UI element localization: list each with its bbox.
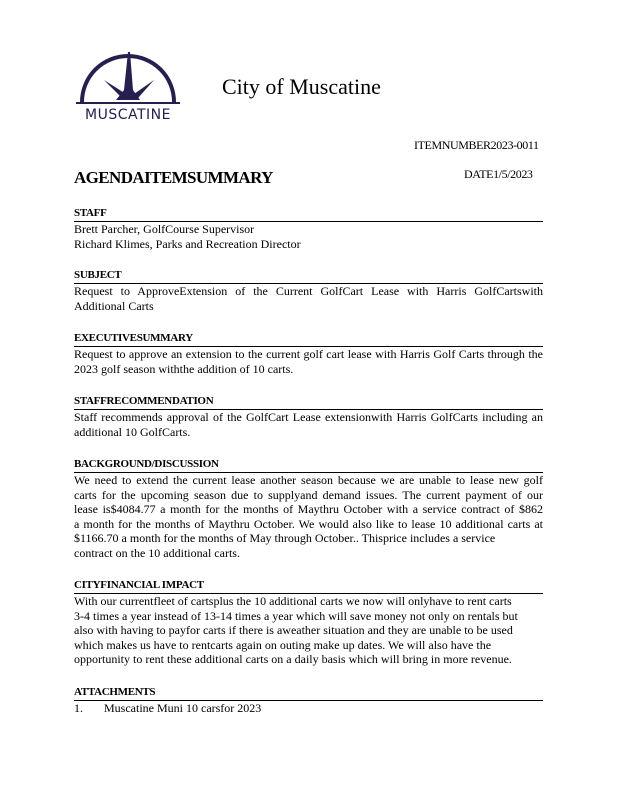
text-line: also with having to payfor carts if there is aweather situation and they are unable to be used [74,623,513,638]
svg-text:MUSCATINE: MUSCATINE [85,107,171,122]
text-line: We need to extend the current lease another season because we are unable to lease new golf [74,473,543,487]
section-heading: CITYFINANCIAL IMPACT [74,579,543,594]
text-line: Richard Klimes, Parks and Recreation Director [74,236,301,251]
section-heading: SUBJECT [74,269,543,284]
text-line: $1166.70 a month for the months of May through October.. Thisprice includes a service [74,531,496,546]
text-line: which makes us have to rentcarts again on outing make up dates. We will also have the [74,637,492,652]
city-title: City of Muscatine [222,74,381,99]
text-line: Request to ApproveExtension of the Current GolfCart Lease with Harris GolfCartswith [74,284,543,298]
attachment-number: 1. [74,701,83,715]
text-line: carts for the upcoming season due to supplyand demand issues. The current payment of our [74,487,543,502]
text-line: 3-4 times a year instead of 13-14 times a year which will save money not only on rentals but [74,608,518,623]
section-heading: STAFF [74,207,543,222]
text-line: Request to approve an extension to the current golf cart lease with Harris Golf Carts through the [74,347,543,361]
background-section [74,458,543,561]
attachments-section [74,686,543,716]
text-line: a month for the months of Maythru October. We would also like to lease 10 additional carts at [74,516,543,531]
section-heading: STAFFRECOMMENDATION [74,395,543,410]
attachment-item[interactable] [74,701,543,716]
text-line: opportunity to rent these additional carts on a daily basis which will bring in more revenue. [74,652,512,667]
text-line: Brett Parcher, GolfCourse Supervisor [74,222,255,236]
section-heading: BACKGROUND/DISCUSSION [74,458,543,473]
financial-impact-section [74,579,543,667]
date: DATE1/5/2023 [464,167,533,181]
text-line: lease is$4084.77 a month for the months of Maythru October with a service contract of $862 [74,502,543,517]
agenda-item-summary-title: AGENDAITEMSUMMARY [74,168,273,187]
subject-section [74,269,543,313]
section-heading: EXECUTIVESUMMARY [74,332,543,347]
text-line: contract on the 10 additional carts. [74,545,240,560]
text-line: Additional Carts [74,298,154,313]
text-line: additional 10 GolfCarts. [74,424,191,439]
text-line: With our currentfleet of cartsplus the 10 additional carts we now will onlyhave to rent carts [74,594,512,608]
attachment-label: Muscatine Muni 10 carsfor 2023 [104,701,262,715]
section-heading: ATTACHMENTS [74,686,543,701]
text-line: Staff recommends approval of the GolfCart Lease extensionwith Harris GolfCarts including an [74,410,543,424]
staff-section [74,207,543,251]
staff-recommendation-section [74,395,543,439]
item-number: ITEMNUMBER2023-0011 [414,138,539,152]
text-line: 2023 golf season withthe addition of 10 carts. [74,361,294,376]
muscatine-logo [74,50,186,122]
executive-summary-section [74,332,543,376]
